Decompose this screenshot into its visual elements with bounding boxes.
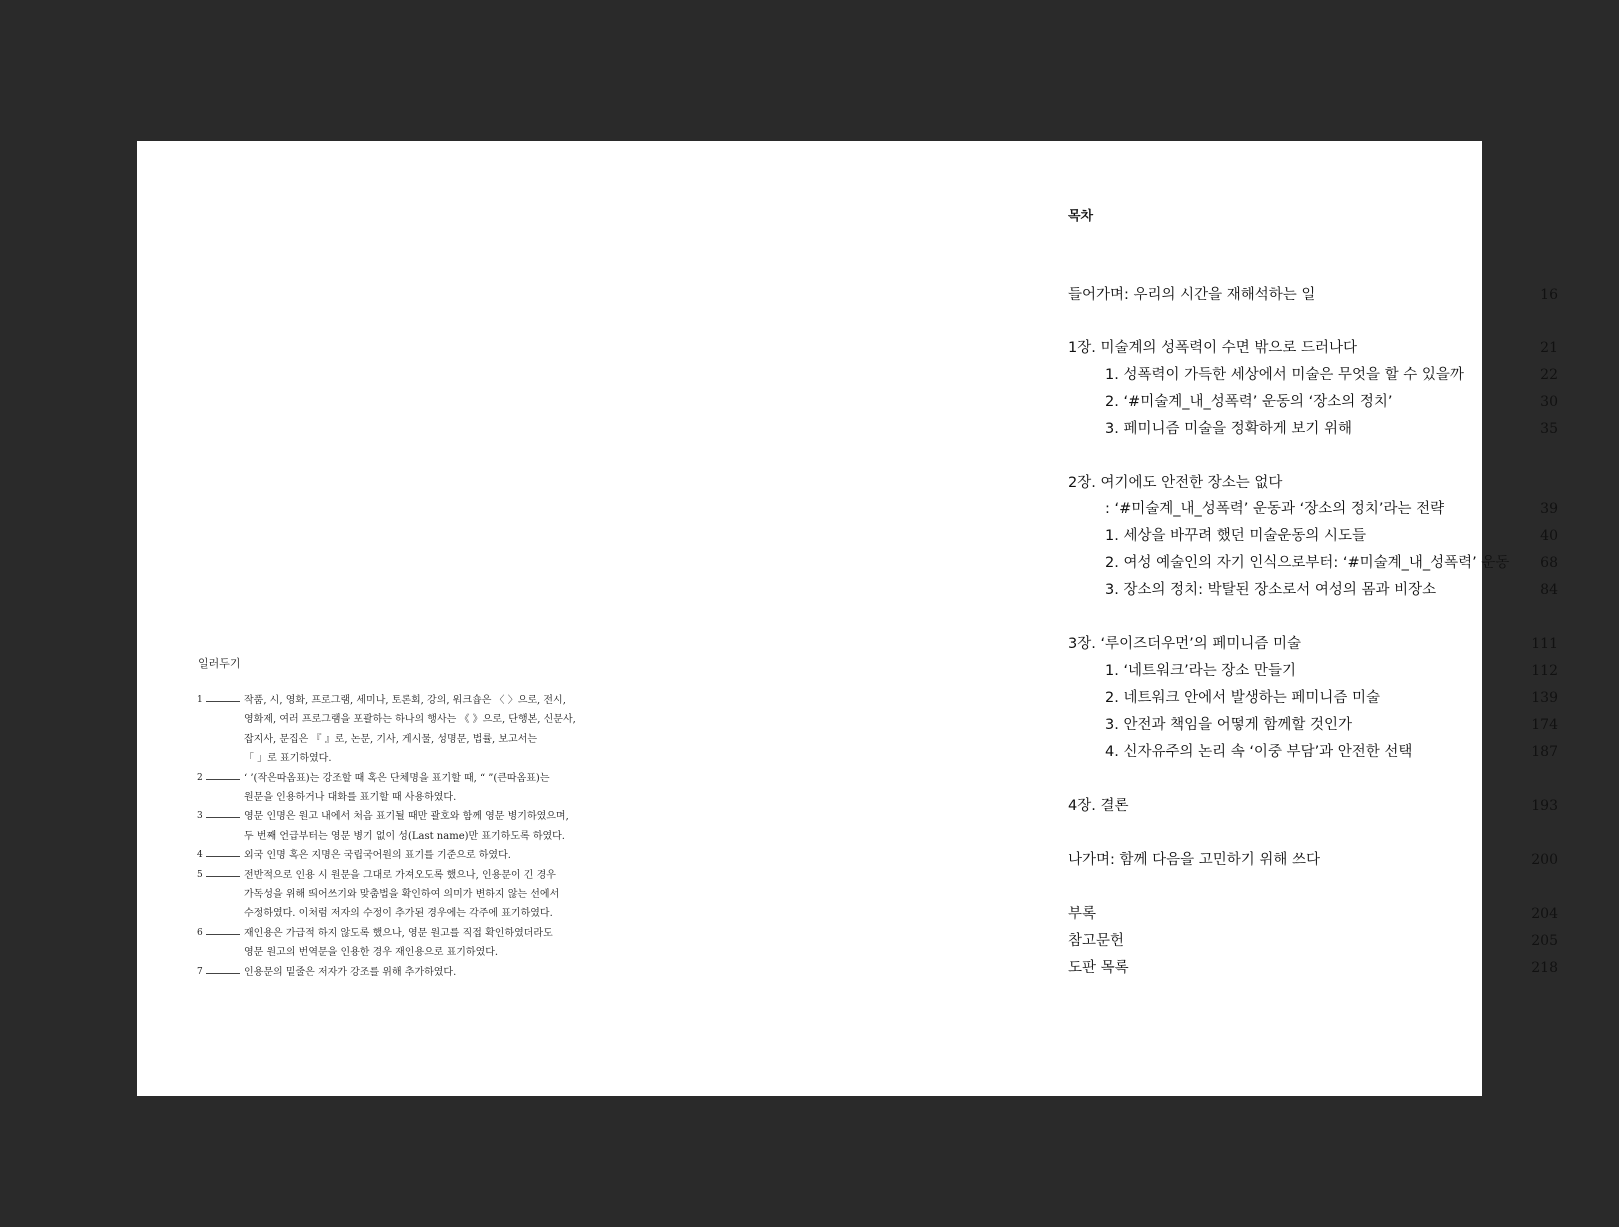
note-dash: [206, 779, 240, 780]
left-page: [137, 141, 809, 1096]
note-text-line: 수정하였다. 이처럼 저자의 수정이 추가된 경우에는 각주에 표기하였다.: [244, 908, 553, 920]
toc-entry: [1068, 285, 1558, 305]
note-number: 2: [197, 772, 203, 783]
toc-entry-title: 4. 신자유주의 논리 속 ‘이중 부담’과 안전한 선택: [1105, 744, 1413, 760]
toc-entry: [1068, 850, 1558, 870]
note-item: [197, 691, 757, 769]
toc-entry-title: 2. 네트워크 안에서 발생하는 페미니즘 미술: [1105, 690, 1380, 706]
toc-entry-title: : ‘#미술계_내_성폭력’ 운동과 ‘장소의 정치’라는 전략: [1105, 501, 1445, 517]
toc-subentry: [1068, 742, 1558, 762]
note-text-line: 「 」로 표기하였다.: [244, 753, 332, 765]
toc-subentry: [1068, 499, 1558, 519]
toc-subentry: [1068, 419, 1558, 439]
toc-entry: [1068, 634, 1558, 654]
toc-page-number: 112: [1531, 663, 1558, 679]
toc-entry: [1068, 904, 1558, 924]
toc-entry-title: 참고문헌: [1068, 933, 1125, 949]
toc-page-number: 68: [1540, 555, 1558, 571]
toc-entry-title: 들어가며: 우리의 시간을 재해석하는 일: [1068, 287, 1316, 303]
note-dash: [206, 856, 240, 857]
toc-page-number: 139: [1531, 690, 1558, 706]
note-number: 1: [197, 695, 203, 705]
note-number: 4: [197, 850, 203, 861]
note-text-line: 작품, 시, 영화, 프로그램, 세미나, 토론회, 강의, 워크숍은 〈 〉으로, 전시,: [244, 695, 566, 706]
notes-list: [197, 691, 757, 982]
toc-page-number: 16: [1540, 287, 1558, 303]
note-text-line: 잡지사, 문집은 『 』로, 논문, 기사, 게시물, 성명문, 법률, 보고서는: [244, 733, 538, 745]
toc-page-number: 35: [1540, 421, 1558, 437]
note-item: [197, 963, 757, 982]
toc-entry-title: 1. 성폭력이 가득한 세상에서 미술은 무엇을 할 수 있을까: [1105, 367, 1464, 383]
note-dash: [206, 973, 240, 974]
note-text-line: 영화제, 여러 프로그램을 포괄하는 하나의 행사는 《 》으로, 단행본, 신문사,: [244, 714, 576, 726]
toc-page-number: 22: [1540, 367, 1558, 383]
note-item: [197, 807, 757, 846]
toc-subentry: [1068, 553, 1558, 573]
note-number: 3: [197, 811, 203, 822]
toc-entry-title: 2장. 여기에도 안전한 장소는 없다: [1068, 475, 1283, 491]
note-text-line: ‘ ’(작은따옴표)는 강조할 때 혹은 단체명을 표기할 때, “ ”(큰따옴표)는: [244, 772, 550, 784]
notes-title: 일러두기: [198, 657, 241, 670]
toc-subentry: [1068, 392, 1558, 412]
toc-entry: [1068, 958, 1558, 978]
toc-entry-title: 1. ‘네트워크’라는 장소 만들기: [1105, 663, 1296, 679]
toc-heading: 목차: [1068, 209, 1094, 224]
toc-entry-title: 나가며: 함께 다음을 고민하기 위해 쓰다: [1068, 852, 1321, 868]
toc-page-number: 204: [1531, 906, 1558, 922]
toc-entry-title: 부록: [1068, 906, 1097, 922]
toc-entry-title: 1. 세상을 바꾸려 했던 미술운동의 시도들: [1105, 528, 1366, 544]
toc-subentry: [1068, 365, 1558, 385]
toc-page-number: 205: [1531, 933, 1558, 949]
toc-page-number: 40: [1540, 528, 1558, 544]
note-dash: [206, 701, 240, 702]
note-dash: [206, 876, 240, 877]
toc-entry: [1068, 931, 1558, 951]
book-spread: [137, 141, 1558, 1096]
note-text-line: 영문 원고의 번역문을 인용한 경우 재인용으로 표기하였다.: [244, 947, 499, 959]
note-dash: [206, 817, 240, 818]
note-number: 5: [197, 869, 203, 880]
toc-page-number: 84: [1540, 582, 1558, 598]
toc-page-number: 218: [1531, 960, 1558, 976]
toc-entry-title: 3. 페미니즘 미술을 정확하게 보기 위해: [1105, 421, 1352, 437]
toc-page-number: 39: [1540, 501, 1558, 517]
toc-page-number: 174: [1531, 717, 1558, 733]
note-text-line: 전반적으로 인용 시 원문을 그대로 가져오도록 했으나, 인용문이 긴 경우: [244, 869, 556, 881]
toc-subentry: [1068, 688, 1558, 708]
note-text-line: 외국 인명 혹은 지명은 국립국어원의 표기를 기준으로 하였다.: [244, 850, 511, 862]
note-item: [197, 866, 757, 924]
toc-entry-title: 4장. 결론: [1068, 798, 1129, 814]
note-item: [197, 769, 757, 808]
toc-page-number: 30: [1540, 394, 1558, 410]
toc-page-number: 111: [1531, 636, 1558, 652]
toc-subentry: [1068, 526, 1558, 546]
toc-entry: [1068, 796, 1558, 816]
right-page: [809, 141, 1558, 1096]
toc-page-number: 21: [1540, 340, 1558, 356]
note-number: 6: [197, 927, 203, 938]
note-number: 7: [197, 966, 203, 977]
toc-entry-title: 3. 안전과 책임을 어떻게 함께할 것인가: [1105, 717, 1352, 733]
note-item: [197, 846, 757, 865]
toc-entry: [1068, 338, 1558, 358]
note-text-line: 가독성을 위해 띄어쓰기와 맞춤법을 확인하여 의미가 변하지 않는 선에서: [244, 889, 560, 901]
toc-page-number: 187: [1531, 744, 1558, 760]
note-item: [197, 924, 757, 963]
note-text-line: 인용문의 밑줄은 저자가 강조를 위해 추가하였다.: [244, 966, 457, 978]
toc-entry: [1068, 473, 1558, 493]
toc-entry-title: 3장. ‘루이즈더우먼’의 페미니즘 미술: [1068, 636, 1301, 652]
toc-subentry: [1068, 715, 1558, 735]
note-dash: [206, 934, 240, 935]
note-text-line: 두 번째 언급부터는 영문 병기 없이 성(Last name)만 표기하도록 하였다.: [244, 830, 565, 842]
toc-entry-title: 2. ‘#미술계_내_성폭력’ 운동의 ‘장소의 정치’: [1105, 394, 1393, 410]
toc-entry-title: 3. 장소의 정치: 박탈된 장소로서 여성의 몸과 비장소: [1105, 582, 1437, 598]
toc-subentry: [1068, 661, 1558, 681]
note-text-line: 영문 인명은 원고 내에서 처음 표기될 때만 괄호와 함께 영문 병기하였으며,: [244, 811, 569, 823]
note-text-line: 재인용은 가급적 하지 않도록 했으나, 영문 원고를 직접 확인하였더라도: [244, 927, 553, 939]
toc-subentry: [1068, 580, 1558, 600]
toc-page-number: 193: [1531, 798, 1558, 814]
toc-page-number: 200: [1531, 852, 1558, 868]
toc-entry-title: 도판 목록: [1068, 960, 1129, 976]
note-text-line: 원문을 인용하거나 대화를 표기할 때 사용하였다.: [244, 792, 457, 804]
toc-entry-title: 2. 여성 예술인의 자기 인식으로부터: ‘#미술계_내_성폭력’ 운동: [1105, 555, 1510, 571]
toc-entry-title: 1장. 미술계의 성폭력이 수면 밖으로 드러나다: [1068, 340, 1358, 356]
